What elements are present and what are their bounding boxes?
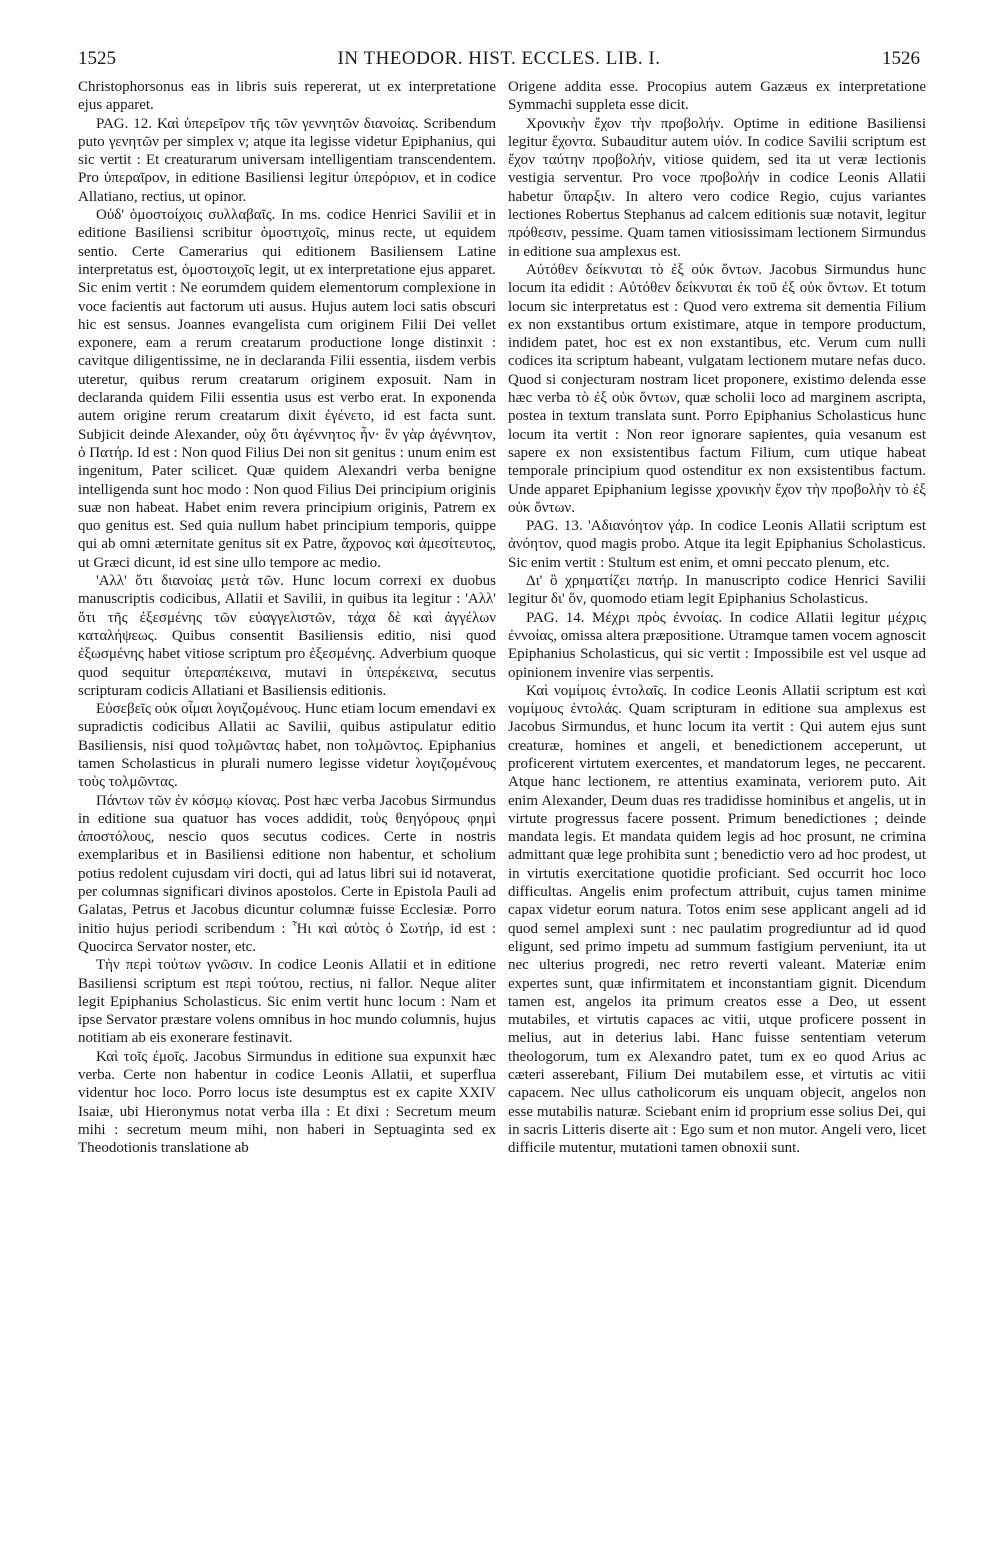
paragraph: Christophorsonus eas in libris suis repererat, ut ex interpretatione ejus apparet. [78, 79, 496, 114]
running-title: IN THEODOR. HIST. ECCLES. LIB. I. [337, 48, 661, 69]
paragraph: Καὶ τοῖς ἐμοῖς. Jacobus Sirmundus in editione sua expunxit hæc verba. Certe non habentur in codice Leonis Allatii, et superflua videntur hoc loco. Porro locus iste desumptus est ex capite XXIV Isaiæ, ubi Hieronymus notat verba illa : Et dixi : Secretum meum mihi : secretum meum mihi, non haberi in Septuaginta sed ex Theodotionis translatione ab [78, 1048, 496, 1157]
paragraph: PAG. 13. 'Αδιανόητον γάρ. In codice Leonis Allatii scriptum est ἀνόητον, quod magis probo. Atque ita legit Epiphanius Scholasticus. Sic enim vertit : Stultum est enim, et omni peccato plenum, etc. [508, 518, 926, 571]
left-column [78, 78, 496, 1478]
page-number-right: 1526 [882, 48, 920, 69]
paragraph: Χρονικὴν ἔχον τὴν προβολήν. Optime in editione Basiliensi legitur ἔχοντα. Subauditur autem υἱόν. In codice Savilii scriptum est ἔχον ταύτην προβολήν, vitiose quidem, sed ita ut veræ lectionis vestigia serventur. Pro voce προβολήν in codice Leonis Allatii habetur ὕπαρξιν. In altero vero codice Regio, cujus variantes lectiones Robertus Stephanus ad calcem editionis suæ notavit, legitur πρόθεσιν, pessime. Quam tamen vitiosissimam lectionem Sirmundus in editione sua amplexus est. [508, 115, 926, 260]
paragraph: Τὴν περὶ τούτων γνῶσιν. In codice Leonis Allatii et in editione Basiliensi scriptum est περὶ τούτου, rectius, ni fallor. Neque aliter legit Epiphanius Scholasticus. Sic enim vertit hunc locum : Nam et ipse Servator præstare volens omnibus in hoc mundo columnis, hujus notitiam ab eis exonerare festinavit. [78, 957, 496, 1047]
paragraph: Οὐδ' ὁμοστοίχοις συλλαβαῖς. In ms. codice Henrici Savilii et in editione Basiliensi scribitur ὁμοστιχοῖς, minus recte, ut equidem sentio. Certe Camerarius qui editionem Basiliensem Latine interpretatus est, ὁμοστοιχοῖς legit, ut ex interpretatione ejus apparet. Sic enim vertit : Ne eorumdem quidem elementorum complexione in voce facientis aut factorum uti ausus. Hujus autem loci satis obscuri hic est sensus. Joannes evangelista cum originem Filii Dei vellet exponere, eam a rerum creatarum productione longe distinxit : cavitque diligentissime, ne in declaranda Filii essentia, iisdem verbis uteretur, quibus rerum creatarum originem exposuit. Nam in declaranda quidem Filii essentia usus est verbo erat. In exponenda autem origine rerum creatarum dixit ἐγένετο, id est facta sunt. Subjicit deinde Alexander, οὐχ ὅτι ἀγέννητος ἦν· ἓν γὰρ ἀγέννητον, ὁ Πατήρ. Id est : Non quod Filius Dei non sit genitus : unum enim est ingenitum, Pater scilicet. Quæ quidem Alexandri verba benigne intelligenda sunt hoc modo : Non quod Filius Dei principium originis suæ non habeat. Habet enim revera principium originis, Patrem ex quo genitus est. Sed quia nullum habet principium temporis, quippe qui ab omni æternitate genitus sit ex Patre, ἄχρονος καὶ ἀμεσίτευτος, ut Græci dicunt, id est sine ullo tempore ac medio. [78, 207, 496, 571]
running-header [78, 48, 920, 74]
paragraph: 'Αλλ' ὅτι διανοίας μετὰ τῶν. Hunc locum correxi ex duobus manuscriptis codicibus, Allatii et Savilii, in quibus ita legitur : 'Αλλ' ὅτι τῆς ἐξεσμένης τῶν εὐαγγελιστῶν, τάχα δὲ καὶ ἀγγέλων καταλήψεως. Quibus consentit Basiliensis editio, nisi quod ἐξωσμένης habet vitiose scriptum pro ἐξεσμένης. Adverbium quoque quod sequitur ὑπεραπέκεινα, mutavi in ὑπερέκεινα, secutus scripturam codicis Allatiani et Basiliensis editionis. [78, 573, 496, 699]
page-number-left: 1525 [78, 48, 116, 69]
paragraph: PAG. 14. Μέχρι πρὸς ἐννοίας. In codice Allatii legitur μέχρις ἐννοίας, omissa altera præpositione. Utramque tamen vocem agnoscit Epiphanius Scholasticus, qui sic vertit : Impossibile est vel usque ad opinionem invenire vias serpentis. [508, 609, 926, 681]
paragraph: PAG. 12. Καὶ ὑπερεῖρον τῆς τῶν γεννητῶν διανοίας. Scribendum puto γενητῶν per simplex ν; atque ita legisse videtur Epiphanius, qui sic vertit : Et creaturarum universam intelligentiam transcendentem. Pro ὑπεραῖρον, in editione Basiliensi legitur ὑπερόριον, et in codice Allatiano, rectius, ut opinor. [78, 115, 496, 205]
right-column [508, 78, 926, 1478]
paragraph: Αὐτόθεν δείκνυται τὸ ἐξ οὐκ ὄντων. Jacobus Sirmundus hunc locum ita edidit : Αὐτόθεν δείκνυται ἐκ τοῦ ἐξ οὐκ ὄντων. Et totum locum sic interpretatus est : Quod vero extrema sit dementia Filium ex non exstantibus ortum existimare, atque in tempore productum, indidem patet, hoc est ex non exstantibus, etc. Verum cum nulli codices ita scriptum habeant, vulgatam lectionem mutare nefas duco. Quod si conjecturam nostram licet proponere, existimo delenda esse hæc verba τὸ ἐξ οὐκ ὄντων, quæ scholii loco ad marginem ascripta, postea in textum translata sunt. Porro Epiphanius Scholasticus hunc locum ita vertit : Non reor ignorare sapientes, quia vesanum est sapere ex non exsistentibus factum Filium, cum utique habeat temporale principium quod ostenditur ex non exsistentibus factum. Unde apparet Epiphanium legisse χρονικὴν ἔχον τὴν προβολὴν τὸ ἐξ οὐκ ὄντων. [508, 261, 926, 516]
paragraph: Καὶ νομίμοις ἐντολαῖς. In codice Leonis Allatii scriptum est καὶ νομίμους ἐντολάς. Quam scripturam in editione sua amplexus est Jacobus Sirmundus, et hunc locum ita vertit : Qui autem ejus sunt creaturæ, homines et angeli, et benedictionem acceperunt, ut proficerent virtutem exercentes, et mandatorum leges, ne peccarent. Atque hanc lectionem, re attentius examinata, veriorem puto. Ait enim Alexander, Deum duas res tradidisse hominibus et angelis, ut in virtute progressus facere possent. Primum benedictiones ; deinde mandata legis. Et mandata quidem legis ad hoc prosunt, ne crimina admittant quæ lege prohibita sunt ; benedictio vero ad hoc prodest, ut in virtutis exercitatione quotidie proficiant. Sed occurrit hoc loco difficultas. Angelis enim profectum attribuit, cujus tamen minime capax videtur eorum natura. Totos enim sese applicant angeli ad id quod semel amplexi sunt : nec paulatim progrediuntur ad id quod eligunt, sed primo impetu ad summum fastigium perveniunt, ita ut nec ulterius progredi, nec retro reverti valeant. Materiæ enim expertes sunt, quæ infirmitatem et inconstantiam gignit. Dicendum tamen est, angelos ita primum creatos esse a Deo, ut essent mutabiles, et virtutis capaces ac vitii, utque proficere possent in melius, aut in deterius labi. Hanc fuisse sententiam veterum theologorum, tum ex Alexandro patet, tum ex eo quod Arius ac cæteri asserebant, Filium Dei mutabilem esse, et virtutis ac vitii capacem. Nec ullus catholicorum eis unquam objecit, angelos non esse mutabilis naturæ. Sciebant enim id proprium esse solius Dei, qui in sacris Litteris diserte ait : Ego sum et non mutor. Angeli vero, licet difficile mutentur, mutationi tamen obnoxii sunt. [508, 682, 926, 1157]
paragraph: Εὐσεβεῖς οὐκ οἶμαι λογιζομένους. Hunc etiam locum emendavi ex supradictis codicibus Allatii ac Savilii, quibus astipulatur editio Basiliensis, nisi quod τολμῶντας habet, non τολμῶντος. Epiphanius tamen Scholasticus in plurali numero legisse videtur λογιζομένους τοὺς τολμῶντας. [78, 701, 496, 791]
paragraph: Origene addita esse. Procopius autem Gazæus ex interpretatione Symmachi suppleta esse dicit. [508, 79, 926, 114]
paragraph: Δι' ὃ χρηματίζει πατήρ. In manuscripto codice Henrici Savilii legitur δι' ὅν, quomodo etiam legit Epiphanius Scholasticus. [508, 573, 926, 608]
paragraph: Πάντων τῶν ἐν κόσμῳ κίονας. Post hæc verba Jacobus Sirmundus in editione sua quatuor has voces addidit, τοὺς θεηγόρους φημὶ ἀποστόλους, nescio quos secutus codices. Certe in nostris exemplaribus et in Basiliensi editione non habentur, et scholium potius redolent cujusdam viri docti, qui ad latus libri sui id notaverat, per columnas significari divinos apostolos. Certe in Epistola Pauli ad Galatas, Petrus et Jacobus dicuntur columnæ fuisse Ecclesiæ. Porro initio hujus periodi scribendum : Ἧι καὶ αὐτὸς ὁ Σωτήρ, id est : Quocirca Servator noster, etc. [78, 792, 496, 955]
